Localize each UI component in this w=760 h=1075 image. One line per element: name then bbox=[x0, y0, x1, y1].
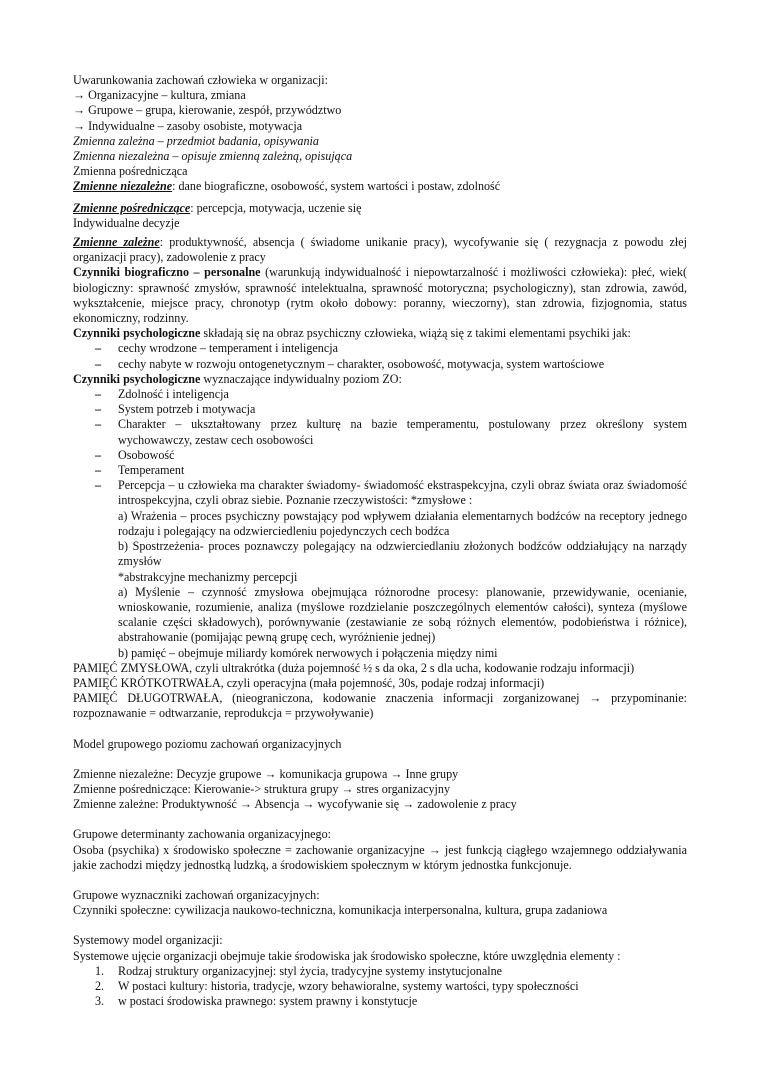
systemowy-text: Systemowe ujęcie organizacji obejmuje takie środowiska jak środowisko społeczne, które uwzględnia elementy : bbox=[73, 948, 621, 963]
intro-line: → Organizacyjne – kultura, zmiana bbox=[73, 88, 246, 103]
intro-line: → Indywidualne – zasoby osobiste, motywacja bbox=[73, 118, 303, 133]
wyznaczniki-title: Grupowe wyznaczniki zachowań organizacyjnych: bbox=[73, 887, 320, 902]
wyznaczniki-text: Czynniki społeczne: cywilizacja naukowo-techniczna, komunikacja interpersonalna, kultura, grupa zadaniowa bbox=[73, 903, 608, 918]
memory-line: PAMIĘĆ KRÓTKOTRWAŁA, czyli operacyjna (mała pojemność, 30s, podaje rodzaj informacji) bbox=[73, 675, 545, 690]
percepcja-sub: b) pamięć – obejmuje miliardy komórek nerwowych i połączenia między nimi bbox=[118, 645, 498, 660]
list-item-percepcja bbox=[73, 478, 687, 660]
determinanty-title: Grupowe determinanty zachowania organizacyjnego: bbox=[73, 827, 332, 842]
definition-line: Zmienna pośrednicząca bbox=[73, 164, 188, 179]
vars-label: Zmienne pośredniczące bbox=[73, 200, 191, 215]
percepcja-sub: a) Myślenie – czynność zmysłowa obejmująca różnorodne procesy: planowanie, przewidywanie, ocenianie, wnioskowanie, rozumienie, analiza (myślowe rozdzielanie poszczególnych elementów całości), synteza (myślowe scalanie części składowych), porównywanie (zestawianie ze sobą różnych elementów, podobieństwa i różnice), abstrahowanie (pomijając pewną grupę cech, wyróżnienie jednej) bbox=[118, 584, 687, 645]
list-item bbox=[73, 994, 687, 1009]
systemowy-list bbox=[73, 964, 687, 1010]
memory-line: PAMIĘĆ ZMYSŁOWA, czyli ultrakrótka (duża pojemność ½ s da oka, 2 s dla ucha, kodowanie rodzaju informacji) bbox=[73, 660, 635, 675]
list-item: – cechy nabyte w rozwoju ontogenetycznym – charakter, osobowość, motywacja, system wartościowe bbox=[73, 357, 687, 372]
list-item: – Osobowość bbox=[73, 448, 687, 463]
list-item: – Temperament bbox=[73, 463, 687, 478]
memory-line: PAMIĘĆ DŁUGOTRWAŁA, (nieograniczona, kodowanie znaczenia informacji zorganizowanej → przypominanie: rozpoznawanie = odtwarzanie, reprodukcja = przywoływanie) bbox=[73, 691, 687, 721]
item-number: 2. bbox=[95, 978, 105, 993]
list-item: – Zdolność i inteligencja bbox=[73, 387, 687, 402]
item-number: 3. bbox=[95, 994, 105, 1009]
model-grupowy-title: Model grupowego poziomu zachowań organizacyjnych bbox=[73, 736, 342, 751]
determinanty-text: Osoba (psychika) x środowisko społeczne = zachowanie organizacyjne → jest funkcją ciągłego wzajemnego oddziaływania jakie zachodzi między jednostką ludzką, a środowiskiem społecznym w którym jednostka funkcjonuje. bbox=[73, 842, 687, 872]
list-item bbox=[73, 964, 687, 979]
model-grupowy-line: Zmienne pośredniczące: Kierowanie-> struktura grupy → stres organizacyjny bbox=[73, 781, 451, 796]
vars-label: Zmienne niezależne bbox=[73, 179, 173, 194]
vars-text: : dane biograficzne, osobowość, system wartości i postaw, zdolność bbox=[172, 179, 501, 194]
systemowy-title: Systemowy model organizacji: bbox=[73, 933, 223, 948]
list-item: – Charakter – ukształtowany przez kulturę na bazie temperamentu, postulowany przez określony system wychowawczy, zestaw cech osobowości bbox=[73, 417, 687, 447]
psych1-label: Czynniki psychologiczne bbox=[73, 326, 201, 341]
psych1-paragraph bbox=[73, 326, 687, 341]
vars-text: : produktywność, absencja ( świadome unikanie pracy), wycofywanie się ( rezygnacja z powodu złej organizacji pracy), zadowolenie z pracy bbox=[73, 235, 687, 265]
definition-line: Zmienna niezależna – opisuje zmienną zależną, opisująca bbox=[73, 149, 353, 164]
vars-niezalezne bbox=[73, 179, 687, 194]
psych2-text: wyznaczające indywidualny poziom ZO: bbox=[200, 371, 402, 386]
vars-label: Zmienne zależne bbox=[73, 235, 160, 250]
vars-text: : percepcja, motywacja, uczenie się bbox=[190, 200, 362, 215]
intro-title: Uwarunkowania zachowań człowieka w organizacji: bbox=[73, 73, 328, 87]
vars-zalezne bbox=[73, 235, 687, 265]
vars-posredniczace bbox=[73, 201, 687, 216]
item-text: W postaci kultury: historia, tradycje, wzory behawioralne, systemy wartości, typy społeczności bbox=[118, 978, 579, 993]
definition-line: Zmienna zależna – przedmiot badania, opisywania bbox=[73, 133, 319, 148]
list-item: – cechy wrodzone – temperament i inteligencja bbox=[73, 341, 687, 356]
psych1-list bbox=[73, 341, 687, 371]
percepcja-text: – Percepcja – u człowieka ma charakter świadomy- świadomość ekstraspekcyjna, czyli obraz świata oraz świadomość introspekcyjna, czyli obraz siebie. Poznanie rzeczywistości: *zmysłowe : bbox=[118, 478, 687, 508]
psych1-text: składają się na obraz psychiczny człowieka, wiążą się z takimi elementami psychiki jak: bbox=[200, 326, 631, 341]
indywidualne-decyzje: Indywidualne decyzje bbox=[73, 215, 180, 230]
intro-line: → Grupowe – grupa, kierowanie, zespół, przywództwo bbox=[73, 103, 342, 118]
item-text: Rodzaj struktury organizacyjnej: styl życia, tradycyjne systemy instytucjonalne bbox=[118, 963, 502, 978]
percepcja-sub: b) Spostrzeżenia- proces poznawczy polegający na odzwierciedlaniu złożonych bodźców oddziałujący na narządy zmysłów bbox=[118, 539, 687, 569]
item-number: 1. bbox=[95, 963, 105, 978]
percepcja-sub: *abstrakcyjne mechanizmy percepcji bbox=[118, 569, 298, 584]
biografia-label: Czynniki biograficzno – personalne bbox=[73, 265, 261, 280]
list-item bbox=[73, 979, 687, 994]
list-item: – System potrzeb i motywacja bbox=[73, 402, 687, 417]
biografia-text: (warunkują indywidualność i niepowtarzalność i możliwości człowieka): płeć, wiek( biologiczny: sprawność zmysłów, sprawność intelektualna, sprawność motoryczna; psychologiczny), stan zdrowia, zawód, wykształcenie, miejsce pracy, chronotyp (rytm około dobowy: poranny, wieczorny), stan zdrowia, fizjognomia, status ekonomiczny, rodzinny. bbox=[73, 265, 687, 326]
psych2-list bbox=[73, 387, 687, 661]
model-grupowy-line: Zmienne zależne: Produktywność → Absencja → wycofywanie się → zadowolenie z pracy bbox=[73, 797, 517, 812]
psych2-label: Czynniki psychologiczne bbox=[73, 371, 201, 386]
document-body bbox=[73, 73, 687, 1009]
model-grupowy-line: Zmienne niezależne: Decyzje grupowe → komunikacja grupowa → Inne grupy bbox=[73, 766, 459, 781]
psych2-paragraph bbox=[73, 372, 687, 387]
item-text: w postaci środowiska prawnego: system prawny i konstytucje bbox=[118, 994, 418, 1009]
percepcja-sub: a) Wrażenia – proces psychiczny powstający pod wpływem działania elementarnych bodźców na receptory jednego rodzaju i polegający na odzwierciedleniu pojedynczych cech bodźca bbox=[118, 508, 687, 538]
biografia-paragraph bbox=[73, 265, 687, 326]
